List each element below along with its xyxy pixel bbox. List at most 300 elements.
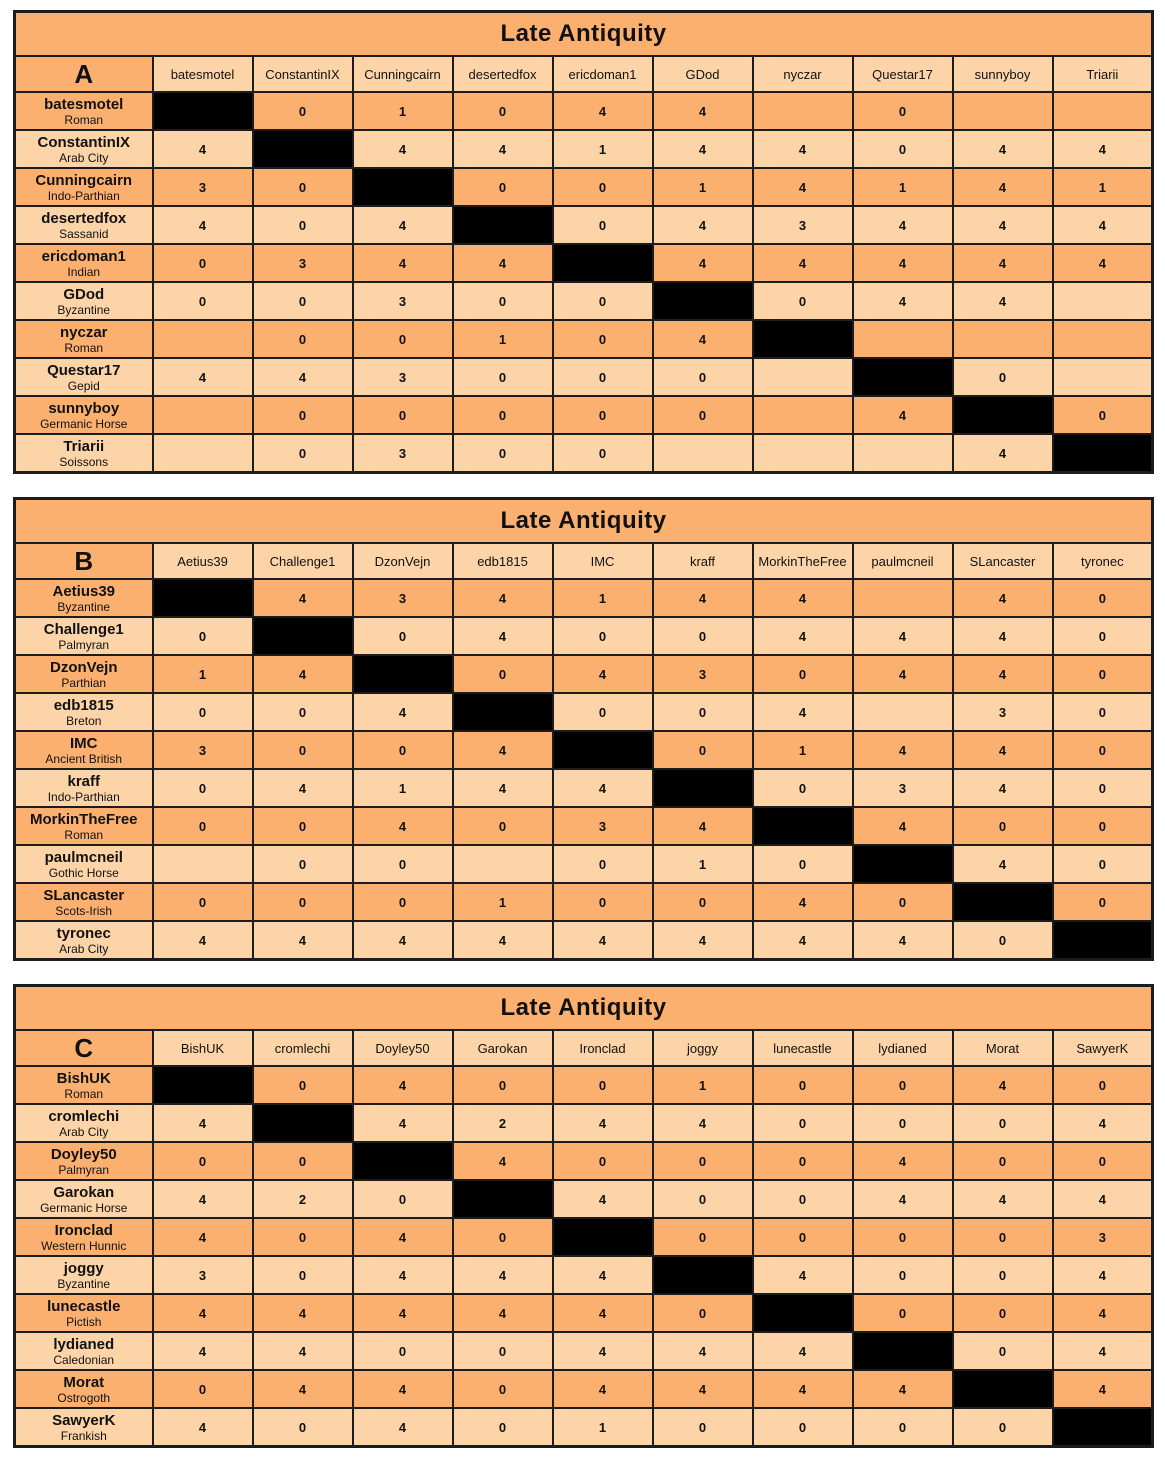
score-cell: 4 [853,282,953,320]
player-cell [15,1408,153,1447]
score-cell: 0 [553,617,653,655]
player-faction: Germanic Horse [40,416,128,431]
score-cell: 0 [153,693,253,731]
column-header: tyronec [1053,543,1153,579]
score-cell: 4 [953,579,1053,617]
score-cell: 1 [753,731,853,769]
score-cell [753,92,853,130]
player-name: edb1815 [53,696,114,714]
column-header: Cunningcairn [353,56,453,92]
score-cell: 0 [753,655,853,693]
player-faction: Indian [67,264,101,279]
score-cell: 4 [353,244,453,282]
score-cell: 0 [353,617,453,655]
score-cell: 0 [753,282,853,320]
score-cell: 4 [953,655,1053,693]
score-cell: 4 [853,1142,953,1180]
player-name: nyczar [59,323,108,341]
table-row [15,845,1153,883]
column-header: Ironclad [553,1030,653,1066]
score-cell: 4 [853,921,953,960]
diagonal-cell [353,655,453,693]
player-name: lydianed [53,1335,115,1353]
score-cell [853,434,953,473]
player-faction: Frankish [60,1428,107,1443]
column-header: Triarii [1053,56,1153,92]
score-cell: 4 [653,1370,753,1408]
column-header: Garokan [453,1030,553,1066]
group-label: B [15,543,153,579]
score-cell: 0 [653,693,753,731]
diagonal-cell [1053,1408,1153,1447]
score-cell: 0 [1053,655,1153,693]
score-cell: 0 [653,1180,753,1218]
score-cell [1053,92,1153,130]
score-cell: 4 [953,244,1053,282]
score-cell: 4 [653,921,753,960]
score-cell: 4 [953,282,1053,320]
column-header: edb1815 [453,543,553,579]
score-cell: 0 [553,1066,653,1104]
column-header: cromlechi [253,1030,353,1066]
score-cell: 0 [253,434,353,473]
score-cell: 0 [253,92,353,130]
score-cell [453,845,553,883]
player-name: Questar17 [47,361,121,379]
score-cell: 0 [1053,617,1153,655]
score-cell: 4 [553,921,653,960]
player-cell [15,1142,153,1180]
score-cell: 0 [853,883,953,921]
header-row [15,1030,1153,1066]
table-row [15,130,1153,168]
diagonal-cell [253,1104,353,1142]
diagonal-cell [853,358,953,396]
score-cell: 1 [153,655,253,693]
score-cell: 0 [853,1066,953,1104]
column-header: SLancaster [953,543,1053,579]
score-cell: 1 [453,320,553,358]
player-cell [15,655,153,693]
player-cell [15,807,153,845]
score-cell: 4 [853,1180,953,1218]
score-cell [153,434,253,473]
player-faction: Pictish [66,1314,102,1329]
score-cell: 0 [953,358,1053,396]
score-cell: 4 [1053,206,1153,244]
diagonal-cell [353,168,453,206]
score-cell: 0 [453,1332,553,1370]
score-cell: 4 [853,807,953,845]
score-cell: 4 [153,1180,253,1218]
score-cell: 4 [653,130,753,168]
score-cell: 4 [153,1294,253,1332]
score-cell: 4 [953,206,1053,244]
score-cell: 0 [253,168,353,206]
score-cell: 4 [753,579,853,617]
score-cell: 0 [553,845,653,883]
score-cell: 2 [453,1104,553,1142]
player-faction: Byzantine [57,1276,111,1291]
score-cell: 0 [253,1256,353,1294]
score-cell: 3 [153,731,253,769]
column-header: batesmotel [153,56,253,92]
score-cell: 4 [1053,1256,1153,1294]
score-cell: 0 [453,168,553,206]
score-cell: 0 [1053,807,1153,845]
table-row [15,1142,1153,1180]
diagonal-cell [453,693,553,731]
score-cell: 0 [553,434,653,473]
player-faction: Indo-Parthian [47,188,120,203]
column-header: SawyerK [1053,1030,1153,1066]
player-cell [15,244,153,282]
score-cell: 0 [1053,883,1153,921]
score-cell [1053,282,1153,320]
score-cell: 4 [1053,130,1153,168]
score-cell: 0 [953,1256,1053,1294]
score-cell: 4 [253,769,353,807]
header-row [15,543,1153,579]
score-cell: 4 [453,921,553,960]
player-name: GDod [63,285,105,303]
score-cell: 0 [753,1066,853,1104]
score-cell: 4 [953,168,1053,206]
player-name: sunnyboy [48,399,120,417]
table-row [15,1294,1153,1332]
score-cell: 4 [153,130,253,168]
score-cell: 0 [553,168,653,206]
player-name: lunecastle [47,1297,121,1315]
diagonal-cell [553,731,653,769]
diagonal-cell [1053,434,1153,473]
score-cell: 4 [453,1142,553,1180]
score-cell: 0 [853,1256,953,1294]
score-cell [153,320,253,358]
score-cell: 4 [153,1218,253,1256]
score-cell [653,434,753,473]
player-cell [15,1066,153,1104]
header-row [15,56,1153,92]
table-row [15,693,1153,731]
score-cell: 0 [853,1408,953,1447]
diagonal-cell [153,579,253,617]
player-name: joggy [63,1259,104,1277]
score-cell: 0 [553,1142,653,1180]
score-cell: 0 [953,807,1053,845]
column-header: MorkinTheFree [753,543,853,579]
table-row [15,396,1153,434]
score-cell: 4 [753,1370,853,1408]
diagonal-cell [653,769,753,807]
player-name: ConstantinIX [37,133,130,151]
score-cell [753,434,853,473]
player-cell [15,320,153,358]
score-cell: 1 [1053,168,1153,206]
player-name: Cunningcairn [35,171,133,189]
score-cell: 0 [253,1408,353,1447]
table-row [15,1180,1153,1218]
player-faction: Roman [64,112,104,127]
score-cell: 4 [253,579,353,617]
player-name: BishUK [56,1069,111,1087]
diagonal-cell [653,282,753,320]
player-cell [15,731,153,769]
score-cell: 3 [753,206,853,244]
score-cell: 1 [553,130,653,168]
score-cell: 4 [753,1256,853,1294]
column-header: ericdoman1 [553,56,653,92]
player-faction: Germanic Horse [40,1200,128,1215]
score-cell: 4 [853,617,953,655]
player-faction: Ostrogoth [57,1390,111,1405]
score-cell: 4 [353,1218,453,1256]
diagonal-cell [253,130,353,168]
player-cell [15,92,153,130]
score-cell: 0 [853,1104,953,1142]
score-cell [853,693,953,731]
score-cell: 0 [253,1066,353,1104]
score-cell: 0 [153,807,253,845]
score-cell: 0 [253,1218,353,1256]
score-cell: 4 [153,921,253,960]
score-cell: 4 [553,92,653,130]
table-row [15,1218,1153,1256]
score-cell: 0 [253,206,353,244]
player-faction: Arab City [59,150,109,165]
player-name: batesmotel [44,95,124,113]
player-cell [15,1370,153,1408]
table-title: Late Antiquity [15,12,1153,57]
score-cell: 1 [453,883,553,921]
player-cell [15,396,153,434]
score-cell: 0 [1053,579,1153,617]
score-cell: 0 [653,1294,753,1332]
score-cell: 0 [1053,693,1153,731]
player-faction: Scots-Irish [55,903,113,918]
player-faction: Gepid [67,378,100,393]
score-cell: 4 [153,1408,253,1447]
player-name: Doyley50 [50,1145,117,1163]
score-cell: 4 [153,1104,253,1142]
score-cell: 0 [853,130,953,168]
table-row [15,1066,1153,1104]
score-cell: 4 [953,769,1053,807]
score-cell: 0 [653,883,753,921]
score-cell: 0 [753,769,853,807]
diagonal-cell [753,320,853,358]
player-cell [15,434,153,473]
player-name: tyronec [56,924,111,942]
player-name: Morat [63,1373,105,1391]
player-cell [15,579,153,617]
player-cell [15,845,153,883]
score-cell: 4 [253,921,353,960]
score-cell: 4 [1053,1370,1153,1408]
column-header: desertedfox [453,56,553,92]
player-faction: Gothic Horse [48,865,119,880]
player-cell [15,617,153,655]
player-name: Challenge1 [43,620,124,638]
score-cell [153,396,253,434]
score-cell: 0 [653,731,753,769]
column-header: kraff [653,543,753,579]
score-cell: 0 [953,1294,1053,1332]
score-cell: 0 [453,92,553,130]
score-cell: 0 [953,1408,1053,1447]
score-cell: 4 [653,206,753,244]
score-cell: 4 [253,655,353,693]
score-cell: 0 [253,282,353,320]
player-name: Garokan [53,1183,115,1201]
score-cell: 0 [953,1332,1053,1370]
column-header: paulmcneil [853,543,953,579]
player-cell [15,883,153,921]
score-cell: 0 [253,396,353,434]
score-cell: 0 [653,617,753,655]
column-header: sunnyboy [953,56,1053,92]
score-cell: 4 [553,1104,653,1142]
player-name: ericdoman1 [41,247,126,265]
table-row [15,434,1153,473]
column-header: Aetius39 [153,543,253,579]
table-row [15,92,1153,130]
score-cell: 0 [953,921,1053,960]
score-cell: 0 [353,1180,453,1218]
score-cell [1053,320,1153,358]
table-row [15,579,1153,617]
player-cell [15,358,153,396]
player-cell [15,130,153,168]
score-cell: 0 [253,731,353,769]
results-table-group-c [13,984,1154,1448]
score-cell: 0 [753,1104,853,1142]
score-cell: 4 [1053,1294,1153,1332]
score-cell: 4 [953,845,1053,883]
score-cell: 0 [353,320,453,358]
score-cell: 4 [253,1370,353,1408]
title-row [15,12,1153,57]
player-faction: Palmyran [58,1162,110,1177]
player-cell [15,921,153,960]
column-header: Challenge1 [253,543,353,579]
score-cell: 4 [553,1370,653,1408]
score-cell: 4 [353,1294,453,1332]
score-cell: 0 [753,1180,853,1218]
score-cell: 4 [953,1180,1053,1218]
score-cell: 4 [853,244,953,282]
score-cell: 0 [253,1142,353,1180]
score-cell: 0 [1053,769,1153,807]
score-cell: 0 [753,845,853,883]
score-cell: 0 [553,358,653,396]
score-cell: 4 [853,206,953,244]
diagonal-cell [953,396,1053,434]
table-row [15,655,1153,693]
score-cell: 4 [353,693,453,731]
score-cell: 3 [353,434,453,473]
score-cell: 0 [453,1066,553,1104]
table-row [15,320,1153,358]
score-cell: 0 [353,883,453,921]
table-row [15,206,1153,244]
diagonal-cell [153,1066,253,1104]
player-faction: Roman [64,827,104,842]
score-cell: 4 [1053,1180,1153,1218]
score-cell: 4 [353,206,453,244]
score-cell: 0 [453,358,553,396]
diagonal-cell [453,1180,553,1218]
score-cell: 4 [353,1370,453,1408]
column-header: lydianed [853,1030,953,1066]
score-cell: 0 [453,434,553,473]
player-cell [15,1294,153,1332]
score-cell: 1 [553,579,653,617]
player-faction: Arab City [59,1124,109,1139]
score-cell: 1 [653,845,753,883]
score-cell: 0 [653,1218,753,1256]
table-row [15,807,1153,845]
score-cell: 0 [153,769,253,807]
score-cell: 3 [953,693,1053,731]
column-header: DzonVejn [353,543,453,579]
score-cell: 0 [353,396,453,434]
player-cell [15,1104,153,1142]
score-cell: 0 [153,1142,253,1180]
score-cell: 3 [153,168,253,206]
score-cell: 4 [153,206,253,244]
diagonal-cell [553,244,653,282]
score-cell: 4 [353,807,453,845]
player-faction: Arab City [59,941,109,956]
score-cell: 4 [553,655,653,693]
score-cell: 4 [653,244,753,282]
score-cell: 4 [753,883,853,921]
diagonal-cell [653,1256,753,1294]
score-cell: 0 [953,1104,1053,1142]
score-cell: 4 [753,168,853,206]
score-cell: 0 [553,396,653,434]
player-faction: Ancient British [45,751,123,766]
player-cell [15,1180,153,1218]
score-cell: 0 [1053,396,1153,434]
table-row [15,731,1153,769]
score-cell: 0 [653,358,753,396]
group-label: C [15,1030,153,1066]
diagonal-cell [853,845,953,883]
diagonal-cell [953,1370,1053,1408]
score-cell: 4 [453,579,553,617]
score-cell: 4 [753,617,853,655]
table-row [15,168,1153,206]
score-cell: 0 [353,845,453,883]
player-name: SLancaster [43,886,125,904]
score-cell: 4 [553,1180,653,1218]
score-cell: 3 [553,807,653,845]
table-row [15,1408,1153,1447]
results-table-group-b [13,497,1154,961]
score-cell: 4 [453,617,553,655]
score-cell: 4 [453,731,553,769]
score-cell [853,579,953,617]
group-label: A [15,56,153,92]
diagonal-cell [1053,921,1153,960]
table-row [15,883,1153,921]
score-cell: 4 [753,1332,853,1370]
score-cell: 0 [153,617,253,655]
player-cell [15,769,153,807]
table-row [15,1370,1153,1408]
